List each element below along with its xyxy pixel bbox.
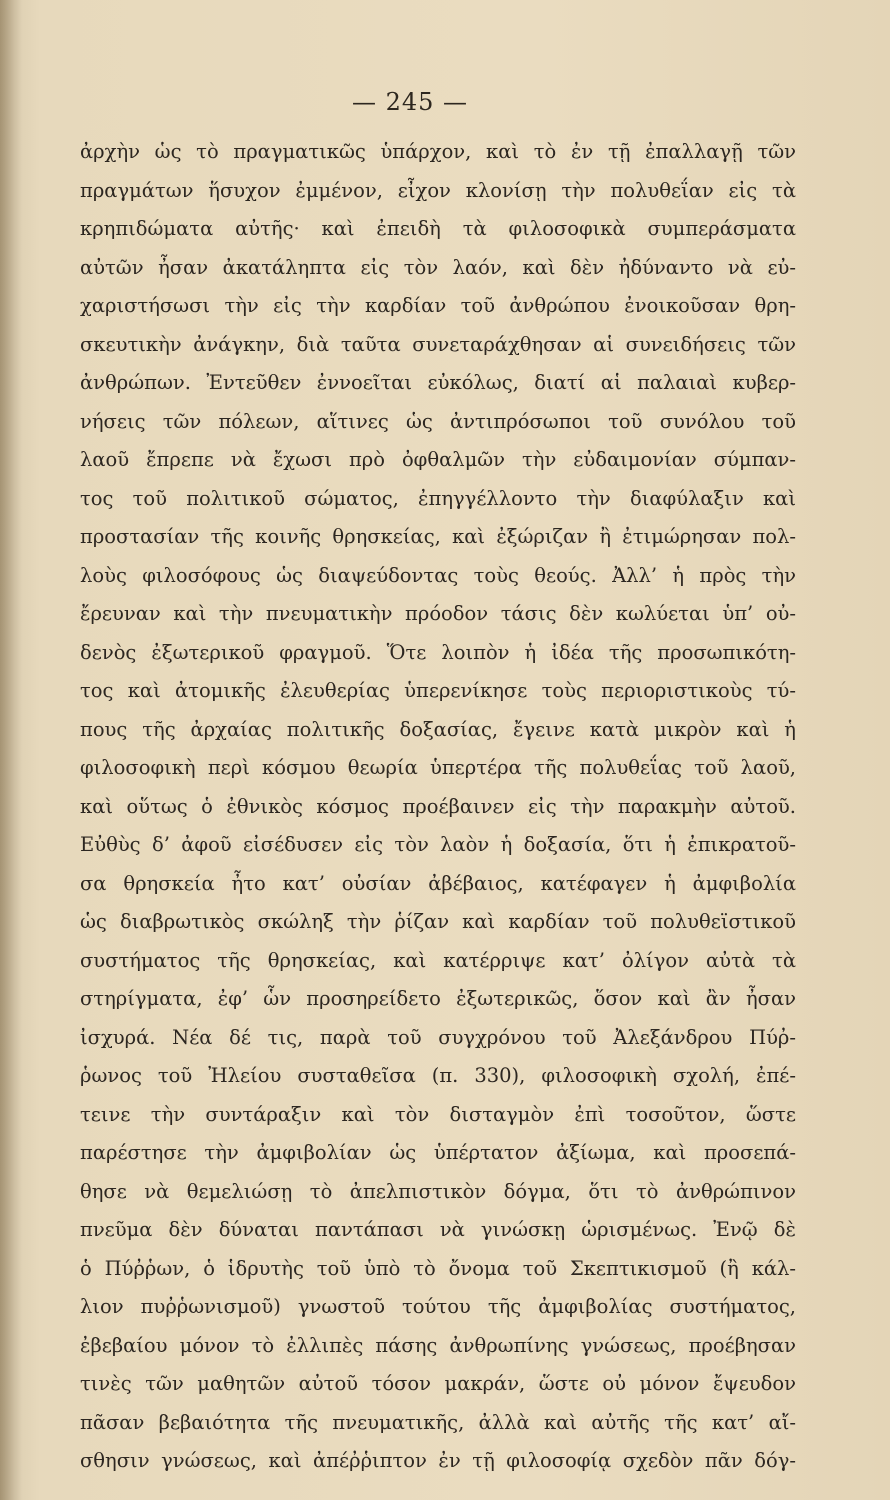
text-line: φιλοσοφικὴ περὶ κόσμου θεωρία ὑπερτέρα τῆς πολυθεΐας τοῦ λαοῦ, <box>80 756 796 779</box>
page-number: — 245 — <box>351 88 469 116</box>
text-line: ὡς διαβρωτικὸς σκώληξ τὴν ῥίζαν καὶ καρδίαν τοῦ πολυθεϊστικοῦ <box>80 910 796 933</box>
text-line: λοὺς φιλοσόφους ὡς διαψεύδοντας τοὺς θεούς. Ἀλλ’ ἡ πρὸς τὴν <box>80 563 796 587</box>
text-line: ὁ Πύῤῥων, ὁ ἱδρυτὴς τοῦ ὑπὸ τὸ ὄνομα τοῦ Σκεπτικισμοῦ (ἢ κάλ- <box>80 1256 796 1280</box>
text-line: καὶ οὕτως ὁ ἐθνικὸς κόσμος προέβαινεν εἰς τὴν παρακμὴν αὐτοῦ. <box>80 794 796 818</box>
text-line: προστασίαν τῆς κοινῆς θρησκείας, καὶ ἐξώριζαν ἢ ἐτιμώρησαν πολ- <box>80 525 796 548</box>
text-line: τος καὶ ἀτομικῆς ἐλευθερίας ὑπερενίκησε τοὺς περιοριστικοὺς τύ- <box>80 679 796 702</box>
text-line: δενὸς ἐξωτερικοῦ φραγμοῦ. Ὅτε λοιπὸν ἡ ἰδέα τῆς προσωπικότη- <box>80 640 796 664</box>
text-line: πους τῆς ἀρχαίας πολιτικῆς δοξασίας, ἔγεινε κατὰ μικρὸν καὶ ἡ <box>80 717 796 741</box>
text-line: θησε νὰ θεμελιώσῃ τὸ ἀπελπιστικὸν δόγμα, ὅτι τὸ ἀνθρώπινον <box>80 1179 796 1203</box>
text-line: σα θρησκεία ἦτο κατ’ οὐσίαν ἀβέβαιος, κατέφαγεν ἡ ἀμφιβολία <box>80 871 796 895</box>
text-line: Εὐθὺς δ’ ἀφοῦ εἰσέδυσεν εἰς τὸν λαὸν ἡ δοξασία, ὅτι ἡ ἐπικρατοῦ- <box>80 833 796 856</box>
text-line: λαοῦ ἔπρεπε νὰ ἔχωσι πρὸ ὀφθαλμῶν τὴν εὐδαιμονίαν σύμπαν- <box>80 448 796 471</box>
text-line: κρηπιδώματα αὐτῆς· καὶ ἐπειδὴ τὰ φιλοσοφικὰ συμπεράσματα <box>80 217 796 240</box>
text-line: νήσεις τῶν πόλεων, αἵτινες ὡς ἀντιπρόσωποι τοῦ συνόλου τοῦ <box>80 409 796 433</box>
text-line: ἀνθρώπων. Ἐντεῦθεν ἐννοεῖται εὐκόλως, διατί αἱ παλαιαὶ κυβερ- <box>80 371 796 394</box>
text-line: τινὲς τῶν μαθητῶν αὐτοῦ τόσον μακράν, ὥστε οὐ μόνον ἔψευδον <box>80 1372 796 1395</box>
text-line: τος τοῦ πολιτικοῦ σώματος, ἐπηγγέλλοντο τὴν διαφύλαξιν καὶ <box>80 486 796 510</box>
text-line: στηρίγματα, ἐφ’ ὧν προσηρείδετο ἐξωτερικῶς, ὅσον καὶ ἂν ἦσαν <box>80 987 796 1010</box>
text-line: συστήματος τῆς θρησκείας, καὶ κατέρριψε κατ’ ὀλίγον αὐτὰ τὰ <box>80 948 796 972</box>
text-line: παρέστησε τὴν ἀμφιβολίαν ὡς ὑπέρτατον ἀξίωμα, καὶ προσεπά- <box>80 1141 796 1164</box>
text-line: τεινε τὴν συντάραξιν καὶ τὸν δισταγμὸν ἐπὶ τοσοῦτον, ὥστε <box>80 1102 796 1126</box>
text-line: ἀρχὴν ὡς τὸ πραγματικῶς ὑπάρχον, καὶ τὸ ἐν τῇ ἐπαλλαγῇ τῶν <box>80 140 796 163</box>
text-line: χαριστήσωσι τὴν εἰς τὴν καρδίαν τοῦ ἀνθρώπου ἐνοικοῦσαν θρη- <box>80 294 796 317</box>
text-line: σθησιν γνώσεως, καὶ ἀπέῤῥιπτον ἐν τῇ φιλοσοφίᾳ σχεδὸν πᾶν δόγ- <box>80 1449 796 1472</box>
text-line: ἰσχυρά. Νέα δέ τις, παρὰ τοῦ συγχρόνου τοῦ Ἀλεξάνδρου Πύῤ- <box>80 1025 796 1049</box>
text-line: ἔρευναν καὶ τὴν πνευματικὴν πρόοδον τάσις δὲν κωλύεται ὑπ’ οὐ- <box>80 602 796 625</box>
text-line: σκευτικὴν ἀνάγκην, διὰ ταῦτα συνεταράχθησαν αἱ συνειδήσεις τῶν <box>80 332 796 356</box>
text-line: πᾶσαν βεβαιότητα τῆς πνευματικῆς, ἀλλὰ καὶ αὐτῆς τῆς κατ’ αἴ- <box>80 1410 796 1434</box>
text-line: ἐβεβαίου μόνον τὸ ἐλλιπὲς πάσης ἀνθρωπίνης γνώσεως, προέβησαν <box>80 1333 796 1357</box>
text-line: πραγμάτων ἥσυχον ἐμμένον, εἶχον κλονίσῃ τὴν πολυθεΐαν εἰς τὰ <box>80 178 796 202</box>
text-line: αὐτῶν ἦσαν ἀκατάληπτα εἰς τὸν λαόν, καὶ δὲν ἠδύναντο νὰ εὐ- <box>80 255 796 279</box>
binding-shadow <box>0 0 22 1500</box>
text-line: πνεῦμα δὲν δύναται παντάπασι νὰ γινώσκῃ ὡρισμένως. Ἐνῷ δὲ <box>80 1218 796 1241</box>
text-line: λιον πυῤῥωνισμοῦ) γνωστοῦ τούτου τῆς ἀμφιβολίας συστήματος, <box>80 1295 796 1318</box>
text-line: ῥωνος τοῦ Ἠλείου συσταθεῖσα (π. 330), φιλοσοφικὴ σχολή, ἐπέ- <box>80 1064 796 1087</box>
body-text <box>80 133 796 1481</box>
